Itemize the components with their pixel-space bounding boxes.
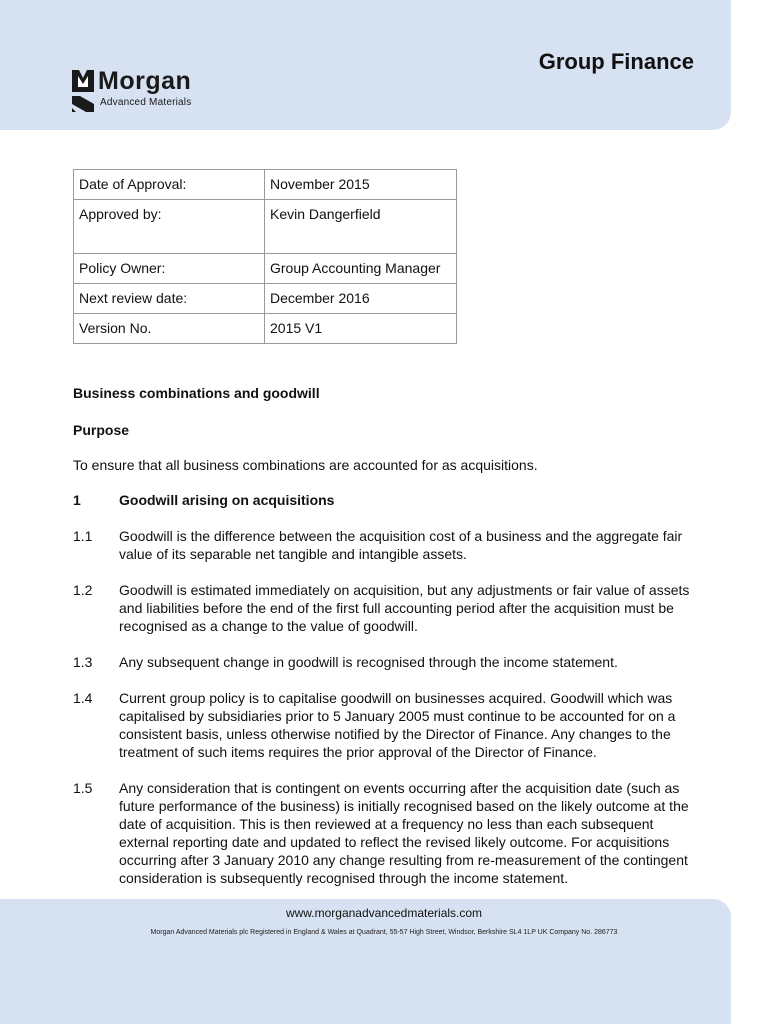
section-title: Goodwill arising on acquisitions bbox=[119, 492, 335, 508]
clause-number: 1.1 bbox=[73, 528, 93, 544]
table-value: 2015 V1 bbox=[265, 314, 457, 344]
clause-number: 1.5 bbox=[73, 780, 93, 796]
page-title: Group Finance bbox=[538, 49, 694, 74]
clause-number: 1.4 bbox=[73, 690, 93, 706]
document-title: Business combinations and goodwill bbox=[73, 385, 320, 401]
clause bbox=[73, 581, 698, 635]
clause bbox=[73, 527, 698, 563]
table-label: Approved by: bbox=[74, 200, 265, 254]
morgan-logo-mark-icon bbox=[72, 70, 94, 112]
footer-website-link[interactable]: www.morganadvancedmaterials.com bbox=[285, 906, 483, 920]
clause-number: 1.2 bbox=[73, 582, 93, 598]
table-value: Kevin Dangerfield bbox=[265, 200, 457, 254]
table-label: Date of Approval: bbox=[74, 170, 265, 200]
table-row bbox=[74, 170, 457, 200]
table-label: Policy Owner: bbox=[74, 254, 265, 284]
table-row bbox=[74, 254, 457, 284]
approval-table bbox=[73, 169, 457, 344]
clause bbox=[73, 653, 698, 671]
clause-number: 1.3 bbox=[73, 654, 93, 670]
clause-text: Goodwill is estimated immediately on acquisition, but any adjustments or fair value of assets and liabilities before the end of the first full accounting period after the acquisition must be recognised as a change to the value of goodwill. bbox=[119, 582, 690, 634]
logo-name: Morgan bbox=[98, 67, 192, 95]
table-row bbox=[74, 314, 457, 344]
clause-text: Current group policy is to capitalise goodwill on businesses acquired. Goodwill which was capitalised by subsidiaries prior to 5 January 2005 must continue to be accounted for on a consistent basis, unless otherwise notified by the Director of Finance. Any changes to the treatment of such items requires the prior approval of the Director of Finance. bbox=[119, 690, 676, 760]
section-number: 1 bbox=[73, 492, 81, 508]
clause bbox=[73, 779, 698, 887]
table-label: Version No. bbox=[74, 314, 265, 344]
clause-text: Goodwill is the difference between the acquisition cost of a business and the aggregate fair value of its separable net tangible and intangible assets. bbox=[119, 528, 683, 562]
table-value: December 2016 bbox=[265, 284, 457, 314]
clause bbox=[73, 689, 698, 761]
section-heading bbox=[73, 491, 698, 509]
table-row bbox=[74, 284, 457, 314]
purpose-text: To ensure that all business combinations are accounted for as acquisitions. bbox=[73, 457, 538, 473]
document-body bbox=[73, 384, 698, 887]
table-label: Next review date: bbox=[74, 284, 265, 314]
clause-text: Any consideration that is contingent on events occurring after the acquisition date (such as future performance of the business) is initially recognised based on the likely outcome at the date of acquisition. This is then reviewed at a frequency no less than each subsequent external reporting date and updated to reflect the revised likely outcome. For acquisitions occurring after 3 January 2010 any change resulting from re-measurement of the contingent consideration is subsequently recognised through the income statement. bbox=[119, 780, 689, 886]
clause-text: Any subsequent change in goodwill is recognised through the income statement. bbox=[119, 654, 618, 670]
table-value: November 2015 bbox=[265, 170, 457, 200]
purpose-heading: Purpose bbox=[73, 422, 130, 438]
footer-registration: Morgan Advanced Materials plc Registered in England & Wales at Quadrant, 55-57 High Street, Windsor, Berkshire SL4 1LP UK Company No. 286773 bbox=[150, 929, 618, 936]
table-row bbox=[74, 200, 457, 254]
table-value: Group Accounting Manager bbox=[265, 254, 457, 284]
logo-subtitle: Advanced Materials bbox=[100, 97, 192, 108]
